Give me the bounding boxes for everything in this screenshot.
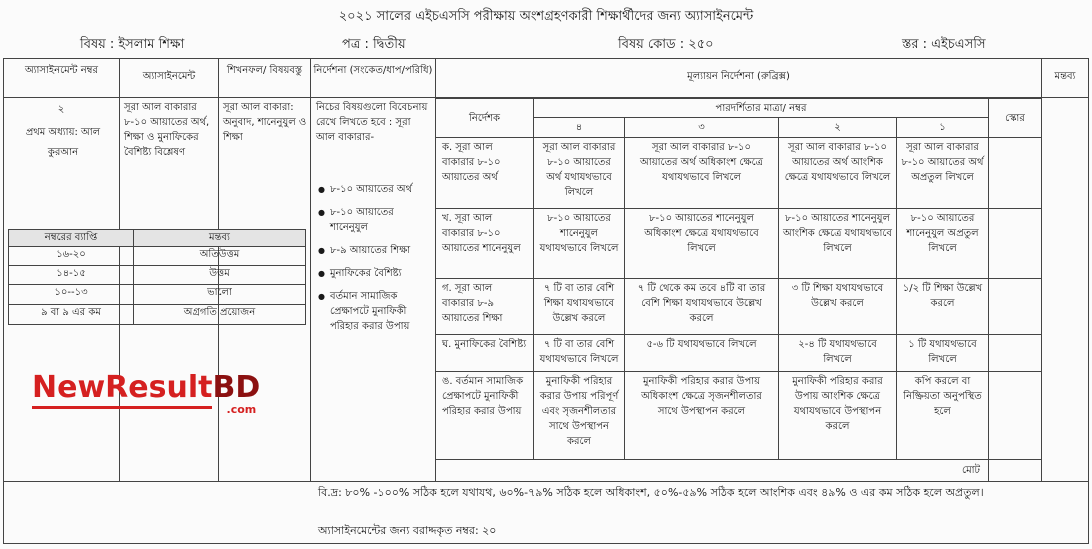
header-assignment: অ্যাসাইনমেন্ট: [119, 58, 219, 98]
learning-outcome: সূরা আল বাকারা: অনুবাদ, শানেনুযুল ও শিক্ষা: [223, 102, 307, 143]
rubric-cell: ৩ টি শিক্ষা যথাযথভাবে উল্লেখ করলে: [778, 278, 897, 335]
score-range: ৯ বা ৯ এর কম: [8, 304, 134, 325]
rubric-cell: মুনাফিকী পরিহার করার উপায় আংশিক ক্ষেত্রে যথাযথভাবে উপস্থাপন করলে: [778, 371, 897, 460]
rubric-cell: ২-৪ টি যথাযথভাবে লিখলে: [778, 334, 897, 372]
score-range: ১৬-২০: [8, 246, 134, 266]
header-evaluation: মূল্যায়ন নির্দেশনা (রুব্রিক্স): [435, 58, 1042, 98]
instruction-item: ● মুনাফিকের বৈশিষ্ট্য: [316, 266, 432, 281]
rubric-cell: ৫-৬ টি যথাযথভাবে লিখলে: [624, 334, 779, 372]
rubric-cell: সূরা আল বাকারার ৮-১০ আয়াতের অর্থ অধিকাংশ ক্ষেত্রে যথাযথভাবে লিখলে: [624, 137, 779, 209]
rubric-level-3: ৩: [624, 117, 779, 138]
rubric-score-cell: [988, 278, 1042, 335]
rubric-cell: ৭ টি বা তার বেশি শিক্ষা যথাযথভাবে উল্লেখ করলে: [533, 278, 625, 335]
rubric-criterion: ক. সূরা আল বাকারার ৮-১০ আয়াতের অর্থ: [435, 137, 534, 209]
rubric-total-cell: [988, 459, 1042, 482]
rubric-score-cell: [988, 334, 1042, 372]
rubric-level-header: পারদর্শিতার মাত্রা/ নম্বর: [533, 98, 989, 118]
rubric-level-1: ১: [896, 117, 989, 138]
newresultbd-logo: NewResultBD .com: [32, 370, 261, 416]
instruction-list: [316, 182, 432, 334]
subject-label: বিষয় : ইসলাম শিক্ষা: [80, 37, 185, 52]
rubric-criterion: ঙ. বর্তমান সামাজিক প্রেক্ষাপটে মুনাফিকী পরিহার করার উপায়: [435, 371, 534, 460]
rubric-cell: ১/২ টি শিক্ষা উল্লেখ করলে: [896, 278, 989, 335]
rubric-criterion: গ. সূরা আল বাকারার ৮-৯ আয়াতের শিক্ষা: [435, 278, 534, 335]
rubric-level-4: ৪: [533, 117, 625, 138]
subject-code: বিষয় কোড : ২৫০: [618, 37, 714, 52]
instruction-item: ● ৮-১০ আয়াতের শানেনুযুল: [316, 205, 432, 235]
level-label: স্তর : এইচএসসি: [902, 37, 986, 52]
score-range: ১০--১৩: [8, 284, 134, 305]
instruction-item: ● বর্তমান সামাজিক প্রেক্ষাপটে মুনাফিকী পরিহার করার উপায়: [316, 289, 432, 334]
rubric-total-label: মোট: [435, 459, 989, 482]
rubric-cell: সূরা আল বাকারার ৮-১০ আয়াতের অর্থ আংশিক ক্ষেত্রে যথাযথভাবে লিখলে: [778, 137, 897, 209]
paper-label: পত্র : দ্বিতীয়: [342, 37, 406, 52]
rubric-criterion-header: নির্দেশক: [435, 98, 534, 138]
header-assignment-no: অ্যাসাইনমেন্ট নম্বর: [3, 58, 120, 98]
page-title: ২০২১ সালের এইচএসসি পরীক্ষায় অংশগ্রহণকারী শিক্ষার্থীদের জন্য অ্যাসাইনমেন্ট: [338, 9, 754, 24]
rubric-score-cell: [988, 208, 1042, 279]
score-range-header: নম্বরের ব্যাপ্তি: [8, 229, 134, 247]
rubric-level-2: ২: [778, 117, 897, 138]
chapter-label: প্রথম অধ্যায়: আল কুরআন: [25, 127, 101, 158]
rubric-criterion: খ. সূরা আল বাকারার ৮-১০ আয়াতের শানেনুযুল: [435, 208, 534, 279]
score-comment: অগ্রগতি প্রয়োজন: [133, 304, 306, 325]
rubric-cell: ৮-১০ আয়াতের শানেনুযুল আংশিক ক্ষেত্রে যথাযথভাবে লিখলে: [778, 208, 897, 279]
rubric-cell: ৭ টি থেকে কম তবে ৪টি বা তার বেশি শিক্ষা যথাযথভাবে উল্লেখ করলে: [624, 278, 779, 335]
instruction-intro: নিচের বিষয়গুলো বিবেচনায় রেখে লিখতে হবে : সূরা আল বাকারার-: [316, 102, 428, 143]
header-remark: মন্তব্য: [1041, 58, 1089, 98]
rubric-cell: কপি করলে বা নিষ্ক্রিয়তা অনুপস্থিত হলে: [896, 371, 989, 460]
rubric-cell: ৮-১০ আয়াতের শানেনুযুল অপ্রতুল লিখলে: [896, 208, 989, 279]
footnote: বি.দ্র: ৮০% -১০০% সঠিক হলে যথাযথ, ৬০%-৭৯% সঠিক হলে অধিকাংশ, ৫০%-৫৯% সঠিক হলে আংশিক এবং ৪৯% ও এর কম সঠিক হলে অপ্রতুল।: [318, 486, 984, 499]
allocated-marks: অ্যাসাইনমেন্টের জন্য বরাদ্দকৃত নম্বর: ২০: [318, 524, 497, 537]
score-comment: অতিউত্তম: [133, 246, 306, 266]
rubric-cell: সূরা আল বাকারার ৮-১০ আয়াতের অর্থ যথাযথভাবে লিখলে: [533, 137, 625, 209]
assignment-text: সূরা আল বাকারার ৮-১০ আয়াতের অর্থ, শিক্ষা ও মুনাফিকের বৈশিষ্ট্য বিশ্লেষণ: [124, 102, 210, 158]
header-learning: শিখনফল/ বিষয়বস্তু: [218, 58, 311, 98]
assignment-number: ২: [57, 104, 65, 115]
rubric-cell: সূরা আল বাকারার ৮-১০ আয়াতের অর্থ অপ্রতুল লিখলে: [896, 137, 989, 209]
rubric-score-cell: [988, 371, 1042, 460]
rubric-cell: ১ টি যথাযথভাবে লিখলে: [896, 334, 989, 372]
score-comment: উত্তম: [133, 265, 306, 285]
rubric-score-header: স্কোর: [988, 98, 1042, 138]
rubric-cell: মুনাফিকী পরিহার করার উপায় অধিকাংশ ক্ষেত্রে সৃজনশীলতার সাথে উপস্থাপন করলে: [624, 371, 779, 460]
rubric-cell: ৭ টি বা তার বেশি যথাযথভাবে লিখলে: [533, 334, 625, 372]
rubric-cell: মুনাফিকী পরিহার করার উপায় পরিপূর্ণ এবং সৃজনশীলতার সাথে উপস্থাপন করলে: [533, 371, 625, 460]
header-instruction: নির্দেশনা (সংকেত/ধাপ/পরিধি): [310, 58, 436, 98]
score-comment: ভালো: [133, 284, 306, 305]
score-range: ১৪-১৫: [8, 265, 134, 285]
instruction-item: ● ৮-১০ আয়াতের অর্থ: [316, 182, 432, 197]
score-comment-header: মন্তব্য: [133, 229, 306, 247]
rubric-cell: ৮-১০ আয়াতের শানেনুযুল যথাযথভাবে লিখলে: [533, 208, 625, 279]
rubric-score-cell: [988, 137, 1042, 209]
instruction-item: ● ৮-৯ আয়াতের শিক্ষা: [316, 243, 432, 258]
rubric-cell: ৮-১০ আয়াতের শানেনুযুল অধিকাংশ ক্ষেত্রে যথাযথভাবে লিখলে: [624, 208, 779, 279]
rubric-criterion: ঘ. মুনাফিকের বৈশিষ্ট্য: [435, 334, 534, 372]
